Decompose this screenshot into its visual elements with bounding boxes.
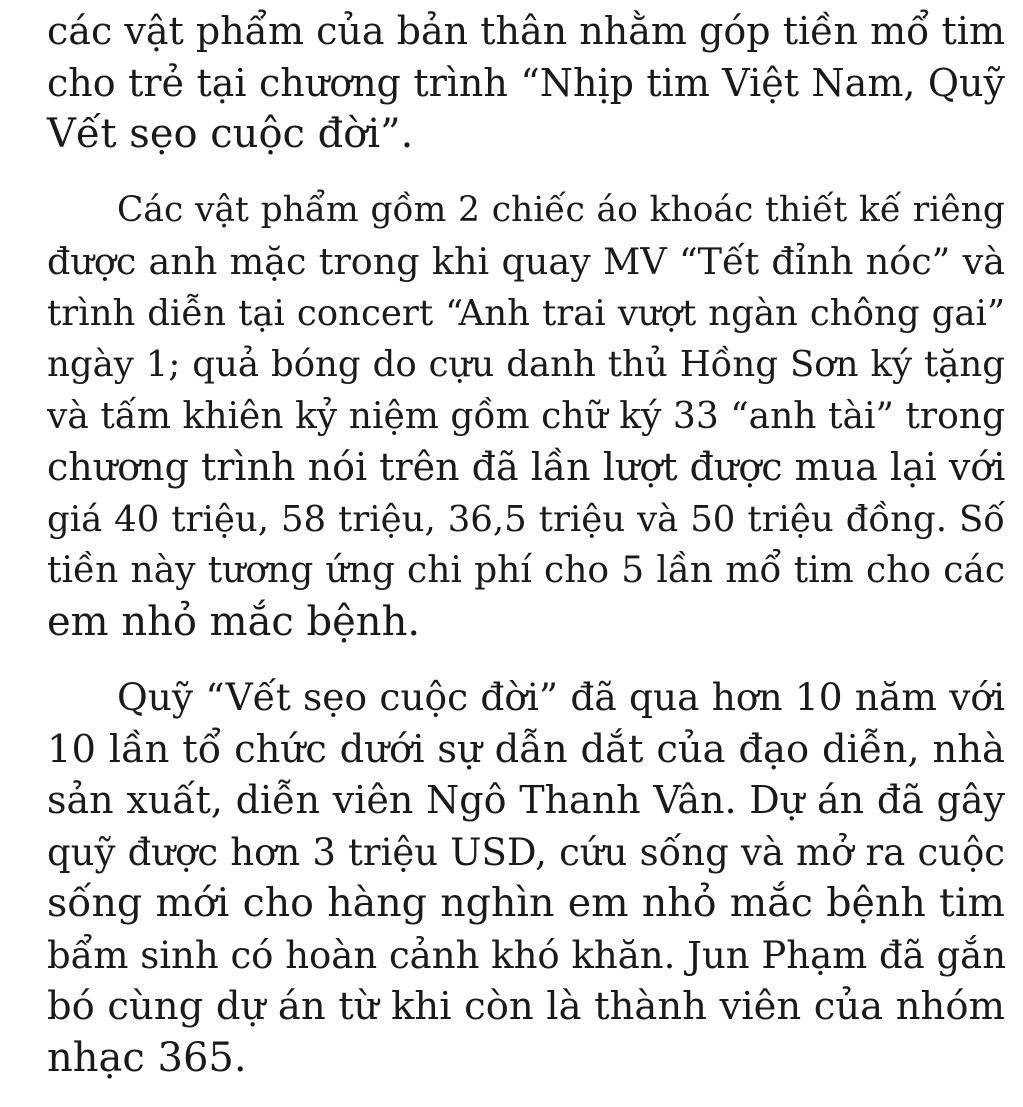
text-line: trình diễn tại concert “Anh trai vượt ngàn chông gai” xyxy=(47,292,1005,334)
text-line: bó cùng dự án từ khi còn là thành viên của nhóm xyxy=(47,984,1005,1029)
text-line: em nhỏ mắc bệnh. xyxy=(47,598,421,645)
text-line: Vết sẹo cuộc đời”. xyxy=(47,111,414,157)
text-line: chương trình nói trên đã lần lượt được mua lại với xyxy=(47,445,1006,489)
text-line: 10 lần tổ chức dưới sự dẫn dắt của đạo diễn, nhà xyxy=(47,726,1005,772)
text-line: sản xuất, diễn viên Ngô Thanh Vân. Dự án đã gây xyxy=(47,778,1005,822)
paragraph-3 xyxy=(47,672,1005,1084)
text-line: các vật phẩm của bản thân nhằm góp tiền mổ tim xyxy=(47,9,1005,53)
text-line: ngày 1; quả bóng do cựu danh thủ Hồng Sơn ký tặng xyxy=(47,344,1005,385)
text-line: Các vật phẩm gồm 2 chiếc áo khoác thiết kế riêng xyxy=(117,189,1005,230)
text-line: cho trẻ tại chương trình “Nhịp tim Việt Nam, Quỹ xyxy=(47,60,1005,105)
text-line: quỹ được hơn 3 triệu USD, cứu sống và mở ra cuộc xyxy=(47,830,1005,874)
article-body xyxy=(47,6,1005,1084)
text-line: và tấm khiên kỷ niệm gồm chữ ký 33 “anh tài” trong xyxy=(47,395,1005,437)
paragraph-2 xyxy=(47,185,1005,649)
text-line: giá 40 triệu, 58 triệu, 36,5 triệu và 50 triệu đồng. Số xyxy=(47,498,1005,540)
text-line: nhạc 365. xyxy=(47,1034,247,1081)
text-line: Quỹ “Vết sẹo cuộc đời” đã qua hơn 10 năm với xyxy=(117,675,1005,719)
text-line: bẩm sinh có hoàn cảnh khó khăn. Jun Phạm đã gắn xyxy=(47,933,1007,977)
text-line: được anh mặc trong khi quay MV “Tết đỉnh nóc” và xyxy=(47,240,1005,283)
text-line: tiền này tương ứng chi phí cho 5 lần mổ tim cho các xyxy=(47,550,1005,591)
paragraph-1 xyxy=(47,6,1005,161)
text-line: sống mới cho hàng nghìn em nhỏ mắc bệnh tim xyxy=(47,880,1005,926)
